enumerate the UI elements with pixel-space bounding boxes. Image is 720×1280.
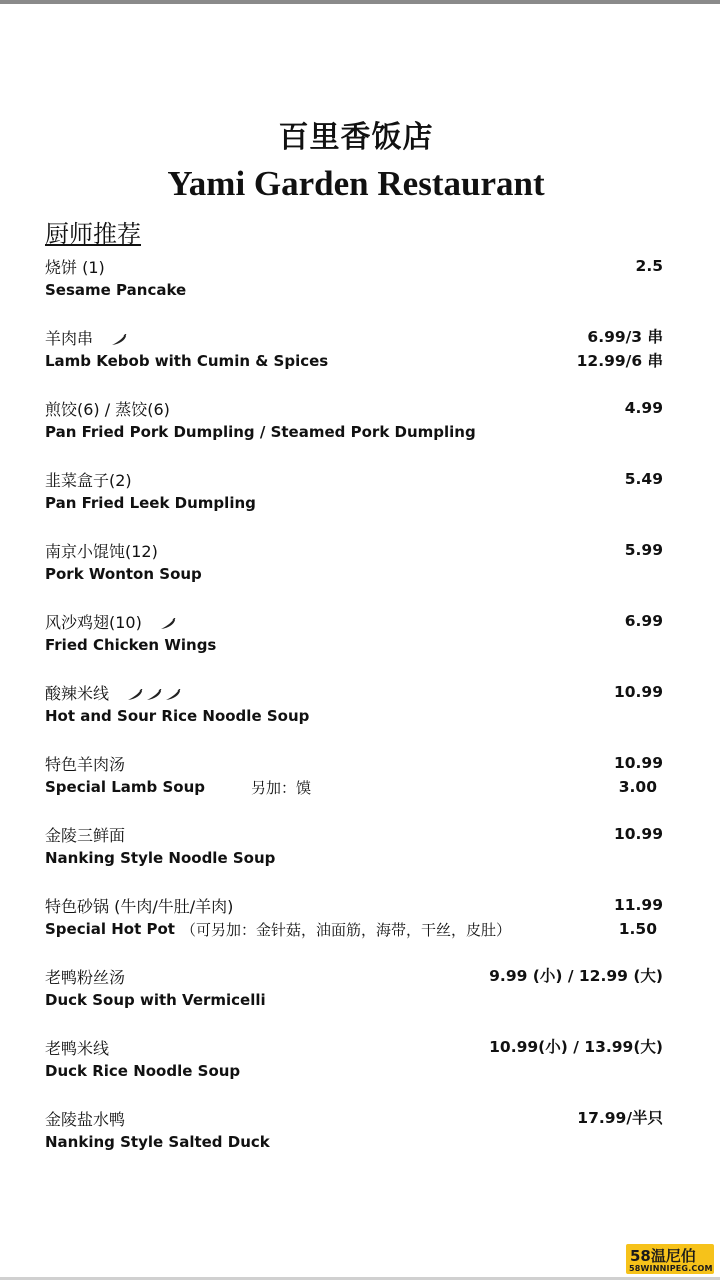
restaurant-name-chinese: 百里香饭店 bbox=[278, 120, 434, 155]
menu-item-english-text: Duck Soup with Vermicelli bbox=[45, 991, 266, 1009]
menu-item-english-text: Pan Fried Leek Dumpling bbox=[45, 494, 256, 512]
menu-item-english-name bbox=[45, 776, 311, 798]
menu-item-english-text: Duck Rice Noodle Soup bbox=[45, 1062, 241, 1080]
menu-item-chinese-name bbox=[45, 894, 233, 916]
menu-item-price-secondary: 3.00 bbox=[618, 778, 657, 796]
menu-item-english-text: Hot and Sour Rice Noodle Soup bbox=[45, 707, 310, 725]
spicy-indicator bbox=[127, 686, 184, 698]
menu-item-english-name bbox=[45, 1060, 240, 1082]
menu-item-english-text: Fried Chicken Wings bbox=[45, 636, 217, 654]
menu-item-chinese-text: 老鸭米线 bbox=[45, 1038, 110, 1058]
chili-pepper-icon bbox=[160, 615, 176, 627]
menu-item-price: 10.99(小) / 13.99(大) bbox=[489, 1038, 663, 1056]
menu-item-price: 5.99 bbox=[624, 541, 663, 559]
menu-item-price: 4.99 bbox=[624, 399, 663, 417]
menu-item bbox=[45, 1107, 665, 1159]
menu-item-chinese-text: 特色羊肉汤 bbox=[45, 754, 126, 774]
menu-item bbox=[45, 823, 665, 875]
menu-item-english-name bbox=[45, 421, 476, 443]
menu-item-chinese-name bbox=[45, 539, 158, 561]
menu-item-chinese-text: 金陵三鲜面 bbox=[45, 825, 126, 845]
menu-item-chinese-text: 金陵盐水鸭 bbox=[45, 1109, 126, 1129]
menu-item bbox=[45, 752, 665, 804]
menu-item bbox=[45, 681, 665, 733]
menu-item bbox=[45, 965, 665, 1017]
menu-item-chinese-text: 羊肉串 bbox=[45, 328, 94, 348]
chili-pepper-icon bbox=[127, 686, 143, 698]
menu-item-chinese-name bbox=[45, 1036, 109, 1058]
menu-item bbox=[45, 468, 665, 520]
menu-item bbox=[45, 326, 665, 378]
spicy-indicator bbox=[111, 331, 130, 343]
menu-item-chinese-name bbox=[45, 823, 125, 845]
menu-item-chinese-name bbox=[45, 397, 170, 419]
chili-pepper-icon bbox=[165, 686, 181, 698]
menu-item-chinese-text: 风沙鸡翅(10) bbox=[45, 612, 142, 632]
menu-item-english-text: Nanking Style Noodle Soup bbox=[45, 849, 276, 867]
menu-item-chinese-name bbox=[45, 1107, 125, 1129]
menu-item-english-text: Pan Fried Pork Dumpling / Steamed Pork Dumpling bbox=[45, 423, 476, 441]
menu-item-english-name bbox=[45, 1131, 270, 1153]
menu-item-chinese-text: 老鸭粉丝汤 bbox=[45, 967, 126, 987]
menu-item-chinese-name bbox=[45, 468, 132, 490]
menu-item-chinese-text: 韭菜盒子(2) bbox=[45, 470, 132, 490]
menu-item-price: 10.99 bbox=[613, 825, 663, 843]
chili-pepper-icon bbox=[146, 686, 162, 698]
menu-item-english-name bbox=[45, 847, 275, 869]
menu-item-price: 10.99 bbox=[613, 754, 663, 772]
menu-item bbox=[45, 1036, 665, 1088]
menu-item-english-name bbox=[45, 705, 309, 727]
menu-item-price-secondary: 1.50 bbox=[618, 920, 657, 938]
menu-item-price-secondary: 12.99/6 串 bbox=[576, 352, 663, 370]
menu-item-add-on-note: （可另加：金针菇，油面筋，海带，干丝，皮肚） bbox=[180, 920, 511, 939]
menu-item bbox=[45, 397, 665, 449]
site-watermark-logo bbox=[626, 1244, 714, 1274]
spicy-indicator bbox=[160, 615, 179, 627]
menu-item bbox=[45, 539, 665, 591]
menu-item-chinese-name bbox=[45, 610, 179, 632]
menu-item-english-name bbox=[45, 563, 202, 585]
menu-item-chinese-text: 南京小馄饨(12) bbox=[45, 541, 158, 561]
menu-item-english-text: Lamb Kebob with Cumin & Spices bbox=[45, 352, 329, 370]
menu-item-add-on: 另加：馍 bbox=[251, 778, 312, 797]
watermark-url: 58WINNIPEG.COM bbox=[629, 1264, 713, 1273]
menu-item-price: 6.99/3 串 bbox=[587, 328, 663, 346]
menu-item bbox=[45, 894, 665, 946]
menu-item-english-name bbox=[45, 492, 256, 514]
menu-item-price: 17.99/半只 bbox=[577, 1109, 663, 1127]
menu-item-english-name bbox=[45, 279, 186, 301]
menu-item-price: 2.5 bbox=[635, 257, 663, 275]
watermark-title: 58温尼伯 bbox=[630, 1247, 696, 1265]
menu-item-english-name bbox=[45, 989, 266, 1011]
menu-item-price: 5.49 bbox=[624, 470, 663, 488]
menu-item-chinese-name bbox=[45, 255, 105, 277]
menu-item-english-text: Nanking Style Salted Duck bbox=[45, 1133, 270, 1151]
chili-pepper-icon bbox=[111, 331, 127, 343]
menu-item-chinese-name bbox=[45, 681, 184, 703]
menu-item-english-name bbox=[45, 350, 328, 372]
menu-item-price: 10.99 bbox=[613, 683, 663, 701]
menu-item-chinese-name bbox=[45, 965, 125, 987]
menu-item-price: 6.99 bbox=[624, 612, 663, 630]
menu-item-english-text: Pork Wonton Soup bbox=[45, 565, 202, 583]
menu-item-chinese-text: 特色砂锅 (牛肉/牛肚/羊肉) bbox=[45, 896, 234, 916]
top-border bbox=[0, 0, 720, 4]
menu-item-chinese-text: 煎饺(6) / 蒸饺(6) bbox=[45, 399, 170, 419]
menu-item-price: 11.99 bbox=[613, 896, 663, 914]
menu-item-chinese-name bbox=[45, 752, 125, 774]
menu-item-english-text: Special Lamb Soup bbox=[45, 778, 206, 796]
menu-item-chinese-name bbox=[45, 326, 130, 348]
menu-item-english-name bbox=[45, 918, 511, 940]
menu-item-english-text: Special Hot Pot bbox=[45, 920, 175, 938]
menu-item bbox=[45, 255, 665, 307]
menu-item-english-text: Sesame Pancake bbox=[45, 281, 187, 299]
menu-item-chinese-text: 烧饼 (1) bbox=[45, 257, 105, 277]
section-heading-chef-recommendations: 厨师推荐 bbox=[45, 220, 141, 248]
menu-item-english-name bbox=[45, 634, 216, 656]
menu-item bbox=[45, 610, 665, 662]
menu-item-chinese-text: 酸辣米线 bbox=[45, 683, 110, 703]
menu-item-price: 9.99 (小) / 12.99 (大) bbox=[489, 967, 663, 985]
restaurant-name-english: Yami Garden Restaurant bbox=[167, 164, 545, 203]
